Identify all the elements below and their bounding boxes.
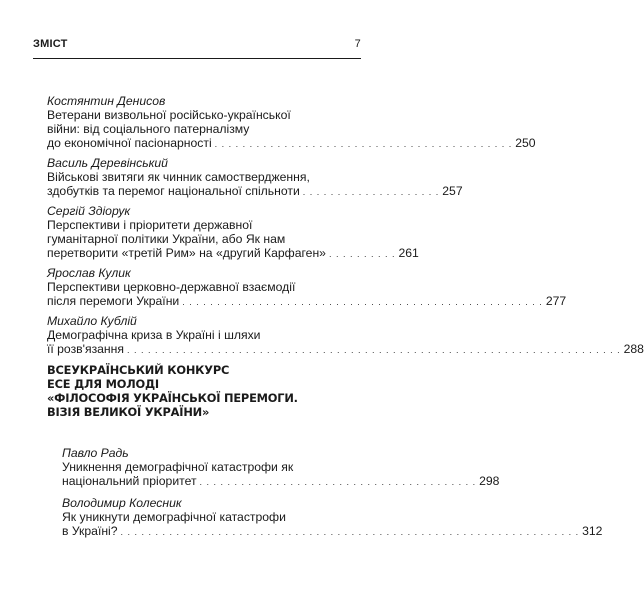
toc-page-number: 250: [515, 136, 536, 150]
toc-title-text: національний пріоритет: [62, 474, 197, 488]
toc-title-text: здобутків та перемог національної спільноти: [47, 184, 300, 198]
contest-heading-line: «ФІЛОСОФІЯ УКРАЇНСЬКОЇ ПЕРЕМОГИ.: [47, 391, 298, 405]
toc-title-text: після перемоги України: [47, 294, 180, 308]
toc-author: Павло Радь: [62, 446, 129, 460]
toc-leader-dots: . . . . . . . . . .: [328, 249, 396, 259]
toc-entry: [47, 94, 536, 151]
section-title: ЗМІСТ: [33, 38, 68, 50]
toc-title-text: до економічної пасіонарності: [47, 136, 212, 150]
toc-author: Василь Деревінський: [47, 156, 168, 170]
contest-heading-line: ВІЗІЯ ВЕЛИКОЇ УКРАЇНИ»: [47, 405, 210, 419]
page-header: [33, 38, 361, 50]
toc-title-text: в Україні?: [62, 524, 118, 538]
toc-author: Ярослав Кулик: [47, 266, 131, 280]
toc-leader-dots: . . . . . . . . . . . . . . . . . . . . . . . . . . . . . . . . . . . . . . . .: [199, 477, 477, 487]
toc-page-number: 277: [545, 294, 567, 308]
toc-title-line: війни: від соціального патерналізму: [47, 122, 250, 136]
toc-page-number: 298: [479, 474, 500, 488]
toc-title-last-line: [47, 342, 644, 357]
toc-title-last-line: [47, 294, 567, 309]
toc-page-number: 257: [442, 184, 463, 198]
toc-entry: [47, 266, 567, 309]
toc-author: Костянтин Денисов: [47, 94, 166, 108]
contest-heading: [47, 363, 347, 419]
toc-entry: [47, 156, 463, 199]
toc-entry: [47, 204, 419, 261]
toc-title-text: перетворити «третій Рим» на «другий Карфаген»: [47, 246, 326, 260]
toc-entry: [62, 496, 603, 539]
toc-leader-dots: . . . . . . . . . . . . . . . . . . . . . . . . . . . . . . . . . . . . . . . . . . . . . . . . . . . . . . . . . . . . . . . . . .: [120, 527, 580, 537]
page-number: 7: [354, 38, 361, 50]
toc-page-number: 288: [623, 342, 644, 356]
toc-entry: [62, 446, 500, 489]
header-rule: [33, 58, 361, 59]
toc-title-text: її розв'язання: [47, 342, 124, 356]
toc-list: [47, 94, 644, 362]
toc-title-line: гуманітарної політики України, або Як нам: [47, 232, 286, 246]
toc-title-line: Перспективи і пріоритети державної: [47, 218, 253, 232]
contest-heading-line: ЕСЕ ДЛЯ МОЛОДІ: [47, 377, 159, 391]
toc-entry: [47, 314, 644, 357]
toc-page-number: 261: [398, 246, 419, 260]
toc-title-last-line: [62, 524, 603, 539]
toc-title-line: Військові звитяги як чинник самоствердження,: [47, 170, 310, 184]
toc-title-line: Перспективи церковно-державної взаємодії: [47, 280, 296, 294]
toc-title-last-line: [47, 246, 419, 261]
toc-title-line: Як уникнути демографічної катастрофи: [62, 510, 286, 524]
toc-author: Володимир Колесник: [62, 496, 182, 510]
toc-page-number: 312: [582, 524, 603, 538]
contest-heading-line: ВСЕУКРАЇНСЬКИЙ КОНКУРС: [47, 363, 230, 377]
contest-toc-list: [62, 446, 603, 546]
toc-title-last-line: [62, 474, 500, 489]
toc-leader-dots: . . . . . . . . . . . . . . . . . . . . . . . . . . . . . . . . . . . . . . . . . . .: [214, 139, 513, 149]
toc-title-line: Ветерани визвольної російсько-української: [47, 108, 291, 122]
toc-title-line: Уникнення демографічної катастрофи як: [62, 460, 294, 474]
toc-author: Михайло Кублій: [47, 314, 137, 328]
toc-title-last-line: [47, 184, 463, 199]
toc-leader-dots: . . . . . . . . . . . . . . . . . . . .: [302, 187, 440, 197]
toc-author: Сергій Здіорук: [47, 204, 131, 218]
toc-leader-dots: . . . . . . . . . . . . . . . . . . . . . . . . . . . . . . . . . . . . . . . . . . . . . . . . . . . .: [182, 297, 543, 307]
toc-title-last-line: [47, 136, 536, 151]
toc-title-line: Демографічна криза в Україні і шляхи: [47, 328, 261, 342]
toc-leader-dots: . . . . . . . . . . . . . . . . . . . . . . . . . . . . . . . . . . . . . . . . . . . . . . . . . . . . . . . . . . . . . . . . . . . . . . .: [127, 345, 621, 355]
